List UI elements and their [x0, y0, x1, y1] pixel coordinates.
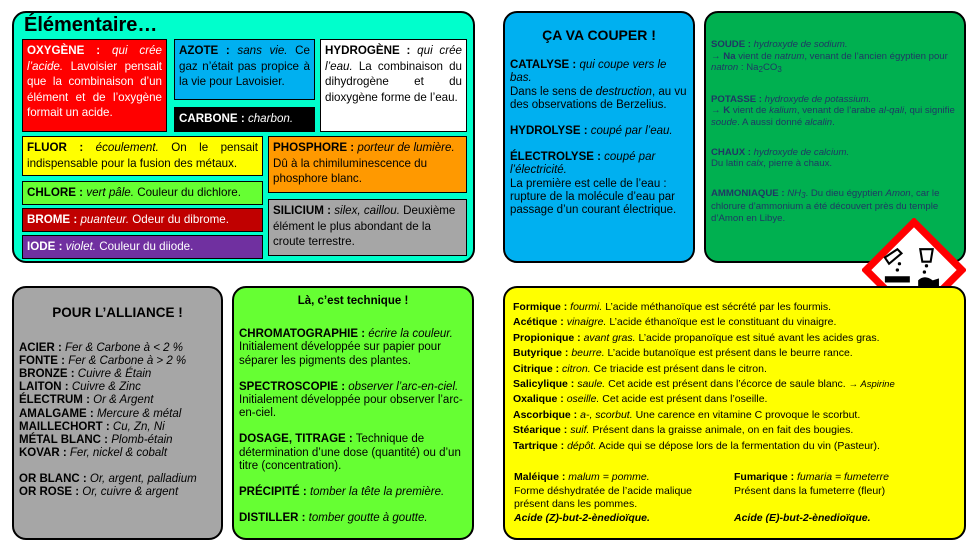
couper-panel	[503, 11, 695, 263]
dosage-block	[239, 433, 467, 473]
soude-na: Na	[723, 50, 736, 62]
phosphore-box	[268, 136, 467, 193]
distiller-meaning: tomber goutte à goutte.	[308, 512, 428, 525]
alliance-item	[19, 381, 216, 394]
alliance-item	[19, 434, 216, 447]
distiller-name: DISTILLER :	[239, 512, 306, 525]
alliance-item	[19, 368, 216, 381]
acide-row	[513, 377, 956, 392]
alliance-item	[19, 394, 216, 407]
alliance-item-name: OR BLANC :	[19, 472, 87, 485]
alliance-item-name: ACIER :	[19, 342, 62, 355]
fluor-meaning: écoulement.	[95, 141, 159, 154]
iode-box	[22, 235, 263, 259]
soude-arrow: →	[711, 50, 721, 62]
chaux-name: CHAUX :	[711, 146, 751, 158]
soude-sub3: 3	[777, 65, 782, 75]
potasse-l5: .	[832, 116, 835, 128]
alliance-spacer	[19, 460, 216, 473]
potasse-arrow: →	[711, 105, 721, 117]
maleique-text: Forme déshydratée de l’acide malique présent dans les pommes.	[514, 484, 693, 511]
alliance-item-comp: Or, cuivre & argent	[82, 486, 179, 499]
acide-row	[513, 439, 956, 454]
potasse-l1: vient de	[732, 105, 767, 117]
acide-meaning: vinaigre.	[566, 316, 607, 329]
technique-panel	[232, 286, 474, 540]
acide-row	[513, 423, 956, 438]
spectro-text: Initialement développée pour observer l’arc-en-ciel.	[239, 394, 463, 420]
alliance-panel	[12, 286, 223, 540]
fluor-box	[22, 136, 263, 176]
acide-text: Ce triacide est présent dans le citron.	[593, 362, 767, 375]
acide-row	[513, 408, 956, 423]
iode-text: Couleur du diiode.	[99, 240, 194, 253]
soude-name: SOUDE :	[711, 39, 751, 50]
acide-name: Citrique :	[513, 362, 560, 375]
acide-meaning: a-, scorbut.	[580, 408, 633, 421]
chromato-meaning: écrire la couleur.	[368, 328, 453, 341]
catalyse-meaning: qui coupe vers le bas.	[510, 59, 667, 85]
soude-l2: , venant de l’ancien égyptien pour	[804, 50, 948, 62]
hydrogene-meaning: qui crée l’eau.	[325, 44, 462, 73]
alliance-item-comp: Cu, Zn, Ni	[112, 420, 165, 433]
azote-box	[174, 39, 315, 100]
electrolyse-meaning: coupé par l’électricité.	[510, 151, 656, 177]
potasse-l3: , qui signifie	[904, 105, 955, 117]
acide-row	[513, 392, 956, 407]
alliance-item-comp: Mercure & métal	[96, 407, 182, 420]
acide-row	[513, 346, 956, 361]
elementaire-panel	[12, 11, 475, 263]
acide-name: Butyrique :	[513, 347, 569, 360]
fumarique-block	[734, 471, 956, 525]
acide-extra: → Aspirine	[848, 379, 895, 391]
fumarique-meaning: fumaria = fumeterre	[797, 471, 889, 483]
alliance-item-comp: Or & Argent	[93, 394, 154, 407]
ammoniaque-nh: NH	[787, 187, 802, 199]
hydrogene-name: HYDROGÈNE :	[325, 44, 411, 57]
alliance-item	[19, 473, 216, 486]
azote-meaning: sans vie.	[237, 44, 288, 57]
maleique-iupac: Acide (Z)-but-2-ènedioïque.	[514, 511, 650, 524]
chaux-l2: , pierre à chaux.	[763, 158, 833, 170]
soude-natrum: natrum	[774, 50, 805, 62]
acide-text: L’acide éthanoïque est le constituant du vinaigre.	[609, 316, 837, 329]
alliance-item-name: KOVAR :	[19, 446, 67, 459]
acide-meaning: citron.	[562, 362, 591, 375]
maleique-block	[514, 471, 726, 525]
chaux-meaning: hydroxyde de calcium.	[753, 146, 850, 158]
acide-name: Formique :	[513, 301, 568, 313]
alliance-item-name: ÉLECTRUM :	[19, 394, 90, 407]
soude-sub2: 2	[758, 65, 763, 75]
alliance-item	[19, 486, 216, 499]
acide-name: Oxalique :	[513, 393, 564, 406]
azote-text: Ce gaz n’était pas propice à la vie pour Lavoisier.	[179, 44, 310, 88]
alliance-list	[19, 342, 216, 499]
ammoniaque-sub3: 3	[801, 190, 806, 200]
iode-meaning: violet.	[65, 240, 96, 253]
acide-text: L’acide propanoïque est situé avant les acides gras.	[638, 331, 880, 344]
electrolyse-text: La première est celle de l’eau : rupture de la molécule d’eau par passage d’un courant électrique.	[510, 177, 677, 217]
chromato-block	[239, 328, 467, 368]
acide-text: L’acide butanoïque est présent dans le beurre rance.	[607, 347, 853, 360]
brome-box	[22, 208, 263, 232]
catalyse-text1: Dans le sens de	[510, 85, 593, 98]
acide-text: Acide qui se dépose lors de la fermentation du vin (Pasteur).	[598, 439, 880, 452]
alliance-item-name: OR ROSE :	[19, 486, 80, 499]
alliance-item	[19, 355, 216, 368]
hydrolyse-block	[510, 125, 688, 138]
potasse-meaning: hydroxyde de potassium.	[764, 93, 872, 105]
catalyse-block	[510, 59, 688, 112]
hydrolyse-name: HYDROLYSE :	[510, 125, 588, 138]
carbone-name: CARBONE :	[179, 112, 245, 125]
acide-text: Cet acide est présent dans l’oseille.	[602, 393, 768, 406]
potasse-alcalin: alcalin	[804, 116, 833, 128]
potasse-soude: soude	[711, 116, 738, 128]
catalyse-name: CATALYSE :	[510, 59, 577, 72]
spectro-meaning: observer l’arc-en-ciel.	[348, 380, 459, 393]
oxygene-box	[22, 39, 167, 132]
carbone-box	[174, 107, 315, 132]
iode-name: IODE :	[27, 240, 63, 253]
hydrogene-box	[320, 39, 467, 132]
ammoniaque-l2: , car le chlorure d’ammonium a été découvert près du temple d’Amon en Libye.	[711, 187, 940, 224]
acide-name: Salicylique :	[513, 378, 575, 391]
acide-meaning: oseille.	[566, 393, 600, 406]
electrolyse-block	[510, 151, 688, 217]
oxygene-meaning: qui crée l’acide.	[27, 44, 162, 73]
fluor-name: FLUOR :	[27, 141, 84, 154]
acide-text: Cet acide est présent dans l’écorce de saule blanc.	[608, 378, 846, 391]
acide-row	[513, 300, 956, 315]
alliance-item-name: LAITON :	[19, 381, 69, 394]
soude-natron: natron	[711, 62, 739, 74]
brome-meaning: puanteur.	[80, 213, 130, 226]
chromato-name: CHROMATOGRAPHIE :	[239, 328, 366, 341]
alliance-item-name: AMALGAME :	[19, 407, 94, 420]
alliance-item-name: MAILLECHORT :	[19, 420, 110, 433]
chlore-name: CHLORE :	[27, 186, 84, 199]
potasse-alqali: al-qali	[878, 105, 905, 117]
acides-list	[513, 300, 956, 454]
acide-meaning: fourmi.	[570, 301, 603, 313]
acide-text: Présent dans la graisse animale, on en fait des bougies.	[592, 424, 854, 437]
alliance-item-comp: Fer & Carbone à < 2 %	[65, 342, 183, 355]
potasse-kalium: kalium	[769, 105, 797, 117]
oxygene-name: OXYGÈNE :	[27, 44, 101, 57]
catalyse-destruction: destruction	[595, 85, 652, 98]
acide-meaning: beurre.	[571, 347, 605, 360]
elementaire-title: Élémentaire…	[24, 14, 158, 36]
fumarique-iupac: Acide (E)-but-2-ènedioïque.	[734, 511, 871, 524]
brome-text: Odeur du dibrome.	[132, 213, 229, 226]
phosphore-name: PHOSPHORE :	[273, 141, 355, 154]
phosphore-meaning: porteur de lumière.	[357, 141, 455, 154]
spectro-block	[239, 381, 467, 421]
alliance-item-comp: Plomb-étain	[111, 433, 173, 446]
soude-block	[711, 39, 959, 76]
precipite-block	[239, 486, 467, 499]
phosphore-text: Dû à la chimiluminescence du phosphore blanc.	[273, 156, 428, 185]
potasse-k: K	[723, 105, 731, 117]
potasse-l2: , venant de l’arabe	[796, 105, 876, 117]
silicium-name: SILICIUM :	[273, 204, 331, 217]
potasse-name: POTASSE :	[711, 93, 762, 105]
acide-name: Acétique :	[513, 316, 564, 329]
silicium-box	[268, 199, 467, 256]
acide-row	[513, 331, 956, 346]
ammoniaque-amon: Amon	[885, 187, 911, 199]
fumarique-text: Présent dans la fumeterre (fleur)	[734, 484, 886, 497]
precipite-name: PRÉCIPITÉ :	[239, 486, 307, 499]
acide-text: L’acide méthanoïque est sécrété par les fourmis.	[605, 301, 832, 313]
oxygene-text: Lavoisier pensait que la combinaison d’un élément et de l’oxygène formait un acide.	[27, 59, 162, 119]
alliance-title: POUR L’ALLIANCE !	[52, 305, 183, 320]
alliance-item-comp: Cuivre & Zinc	[71, 381, 141, 394]
azote-name: AZOTE :	[179, 44, 230, 57]
soude-l3: : Na	[740, 62, 759, 74]
acide-row	[513, 362, 956, 377]
alliance-item	[19, 408, 216, 421]
alliance-item-comp: Cuivre & Étain	[77, 368, 152, 381]
acide-row	[513, 315, 956, 330]
alliance-item	[19, 447, 216, 460]
maleique-meaning: malum = pomme.	[568, 471, 650, 483]
alliance-item	[19, 342, 216, 355]
acide-meaning: suif.	[570, 424, 590, 437]
alliance-item	[19, 421, 216, 434]
acide-meaning: avant gras.	[583, 331, 636, 344]
silicium-meaning: silex, caillou.	[334, 204, 400, 217]
distiller-block	[239, 512, 467, 525]
ammoniaque-l1: . Du dieu égyptien	[805, 187, 883, 199]
precipite-meaning: tomber la tête la première.	[309, 486, 445, 499]
acide-name: Ascorbique :	[513, 408, 578, 421]
hydrolyse-meaning: coupé par l’eau.	[590, 125, 673, 138]
acide-name: Tartrique :	[513, 439, 565, 452]
alliance-item-comp: Or, argent, palladium	[89, 472, 197, 485]
couper-title: ÇA VA COUPER !	[542, 27, 656, 43]
brome-name: BROME :	[27, 213, 78, 226]
alliance-item-name: BRONZE :	[19, 368, 75, 381]
electrolyse-name: ÉLECTROLYSE :	[510, 151, 601, 164]
chlore-text: Couleur du dichlore.	[137, 186, 241, 199]
spectro-name: SPECTROSCOPIE :	[239, 380, 346, 393]
alliance-item-comp: Fer, nickel & cobalt	[69, 446, 168, 459]
acide-name: Stéarique :	[513, 424, 568, 437]
fluor-text: On le pensait indispensable pour la fusion des métaux.	[27, 141, 258, 170]
ammoniaque-name: AMMONIAQUE :	[711, 187, 785, 199]
soude-co: CO	[762, 62, 778, 74]
silicium-text: Deuxième élément le plus abondant de la croute terrestre.	[273, 204, 456, 248]
catalyse-text2: , au vu des observations de Berzelius.	[510, 85, 687, 111]
alliance-item-comp: Fer & Carbone à > 2 %	[68, 355, 187, 368]
dosage-name: DOSAGE, TITRAGE :	[239, 433, 353, 446]
carbone-meaning: charbon.	[247, 112, 294, 125]
acide-name: Propionique :	[513, 331, 581, 344]
alliance-item-name: MÉTAL BLANC :	[19, 433, 109, 446]
alliance-item-name: FONTE :	[19, 355, 65, 368]
acide-meaning: dépôt.	[567, 439, 597, 452]
chaux-block	[711, 147, 959, 170]
chaux-l1: Du latin	[711, 158, 744, 170]
chlore-meaning: vert pâle.	[86, 186, 134, 199]
acide-meaning: saule.	[577, 378, 606, 391]
potasse-block	[711, 94, 959, 129]
fumarique-name: Fumarique :	[734, 471, 795, 483]
maleique-name: Maléique :	[514, 471, 566, 483]
soude-meaning: hydroxyde de sodium.	[753, 39, 848, 50]
dosage-text: Technique de détermination d’une dose (quantité) ou d’un titre (concentration).	[239, 433, 461, 472]
chlore-box	[22, 181, 263, 205]
acides-panel	[503, 286, 966, 540]
soude-l1: vient de	[738, 50, 772, 62]
technique-title: Là, c’est technique !	[297, 295, 409, 307]
hydrogene-text: La combinaison du dihydrogène et du dioxygène forme de l’eau.	[325, 59, 462, 104]
chaux-calx: calx	[746, 158, 764, 170]
chromato-text: Initialement développée sur papier pour séparer les pigments des plantes.	[239, 341, 442, 367]
potasse-l4: . A aussi donné	[737, 116, 803, 128]
acide-text: Une carence en vitamine C provoque le scorbut.	[635, 408, 861, 421]
